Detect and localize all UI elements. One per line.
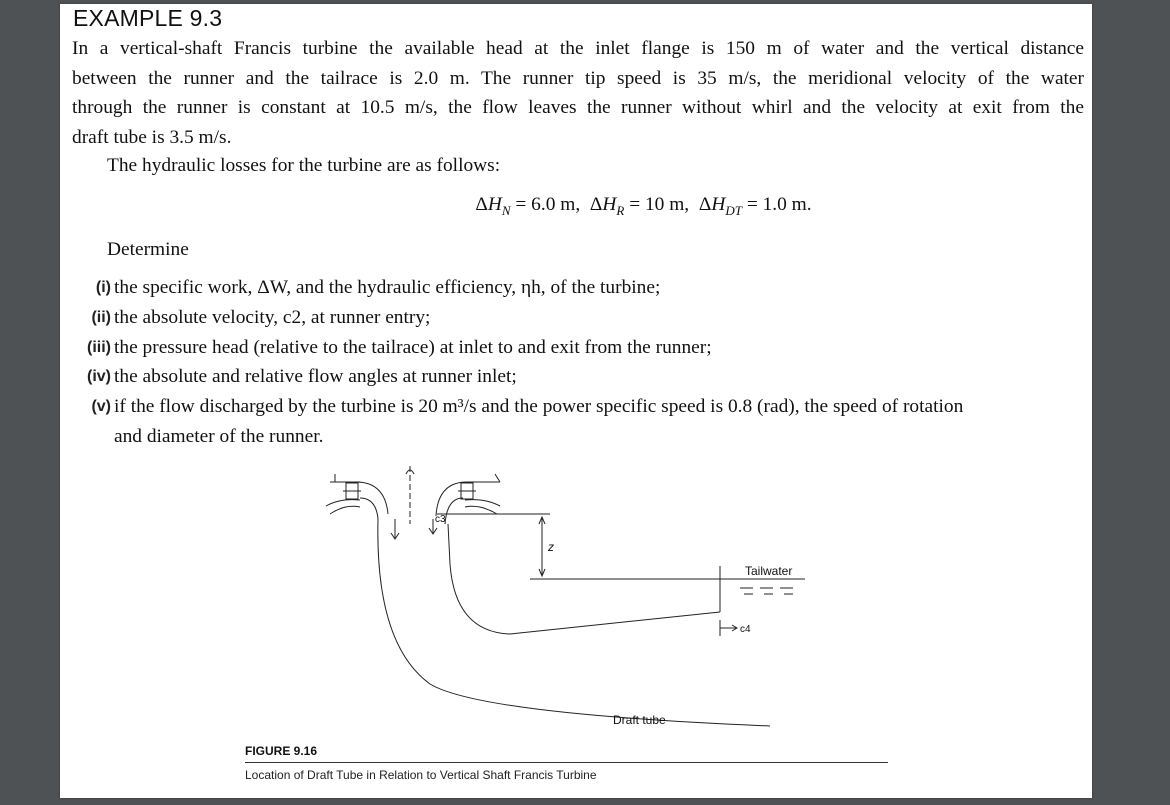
value-dt: = 1.0 m. <box>741 194 812 215</box>
draft-tube-label: Draft tube <box>613 713 666 727</box>
value-r: = 10 m, <box>624 194 699 215</box>
delta-symbol-n: Δ <box>475 194 488 215</box>
statement-line-3: through the runner is constant at 10.5 m/s, the flow leaves the runner without whirl and the velocity at exit from the <box>72 97 1084 119</box>
draft-tube-figure <box>60 4 1092 798</box>
head-symbol-dt: H <box>711 194 726 215</box>
item-text: if the flow discharged by the turbine is 20 m³/s and the power specific speed is 0.8 (rad), the speed of rotation <box>114 396 964 418</box>
item-number: (iv) <box>87 368 111 386</box>
determine-label: Determine <box>107 239 189 260</box>
item-number: (ii) <box>91 308 111 326</box>
subscript-r: R <box>616 202 625 218</box>
document-page <box>60 4 1092 798</box>
draft-tube-outer-wall <box>378 519 770 726</box>
item-number: (v) <box>91 398 111 416</box>
z-label: z <box>548 540 554 554</box>
item-text-continued: and diameter of the runner. <box>114 426 324 448</box>
figure-caption-text: Location of Draft Tube in Relation to Vertical Shaft Francis Turbine <box>245 768 597 782</box>
delta-symbol-dt: Δ <box>698 194 712 215</box>
head-symbol-r: H <box>602 194 617 215</box>
c4-arrow <box>720 620 737 636</box>
caption-divider <box>245 762 888 763</box>
c4-label: c4 <box>740 624 751 635</box>
tailwater-label: Tailwater <box>745 564 793 578</box>
subscript-n: N <box>501 202 511 218</box>
head-symbol-n: H <box>487 194 502 215</box>
spiral-left <box>356 482 388 519</box>
losses-intro: The hydraulic losses for the turbine are as follows: <box>107 155 501 176</box>
example-title: EXAMPLE 9.3 <box>73 5 223 31</box>
casing-right-top <box>465 474 500 482</box>
item-text: the specific work, ΔW, and the hydraulic efficiency, ηh, of the turbine; <box>114 277 661 298</box>
item-number: (iii) <box>87 338 111 356</box>
statement-line-1: In a vertical-shaft Francis turbine the available head at the inlet flange is 150 m of water and the vertical distance <box>72 38 1084 59</box>
subscript-dt: DT <box>725 202 742 218</box>
item-number: (i) <box>95 279 111 296</box>
figure-caption-label: FIGURE 9.16 <box>245 744 318 758</box>
item-text: the absolute and relative flow angles at runner inlet; <box>114 366 517 388</box>
c3-label: c3 <box>435 514 446 525</box>
statement-line-4: draft tube is 3.5 m/s. <box>72 126 232 148</box>
casing-left-top <box>330 474 360 482</box>
item-text: the pressure head (relative to the tailrace) at inlet to and exit from the runner; <box>114 336 712 358</box>
statement-line-2: between the runner and the tailrace is 2.0 m. The runner tip speed is 35 m/s, the meridional velocity of the water <box>72 67 1084 89</box>
delta-symbol-r: Δ <box>589 194 603 215</box>
value-n: = 6.0 m, <box>510 194 590 215</box>
item-text: the absolute velocity, c2, at runner entry; <box>114 306 431 328</box>
